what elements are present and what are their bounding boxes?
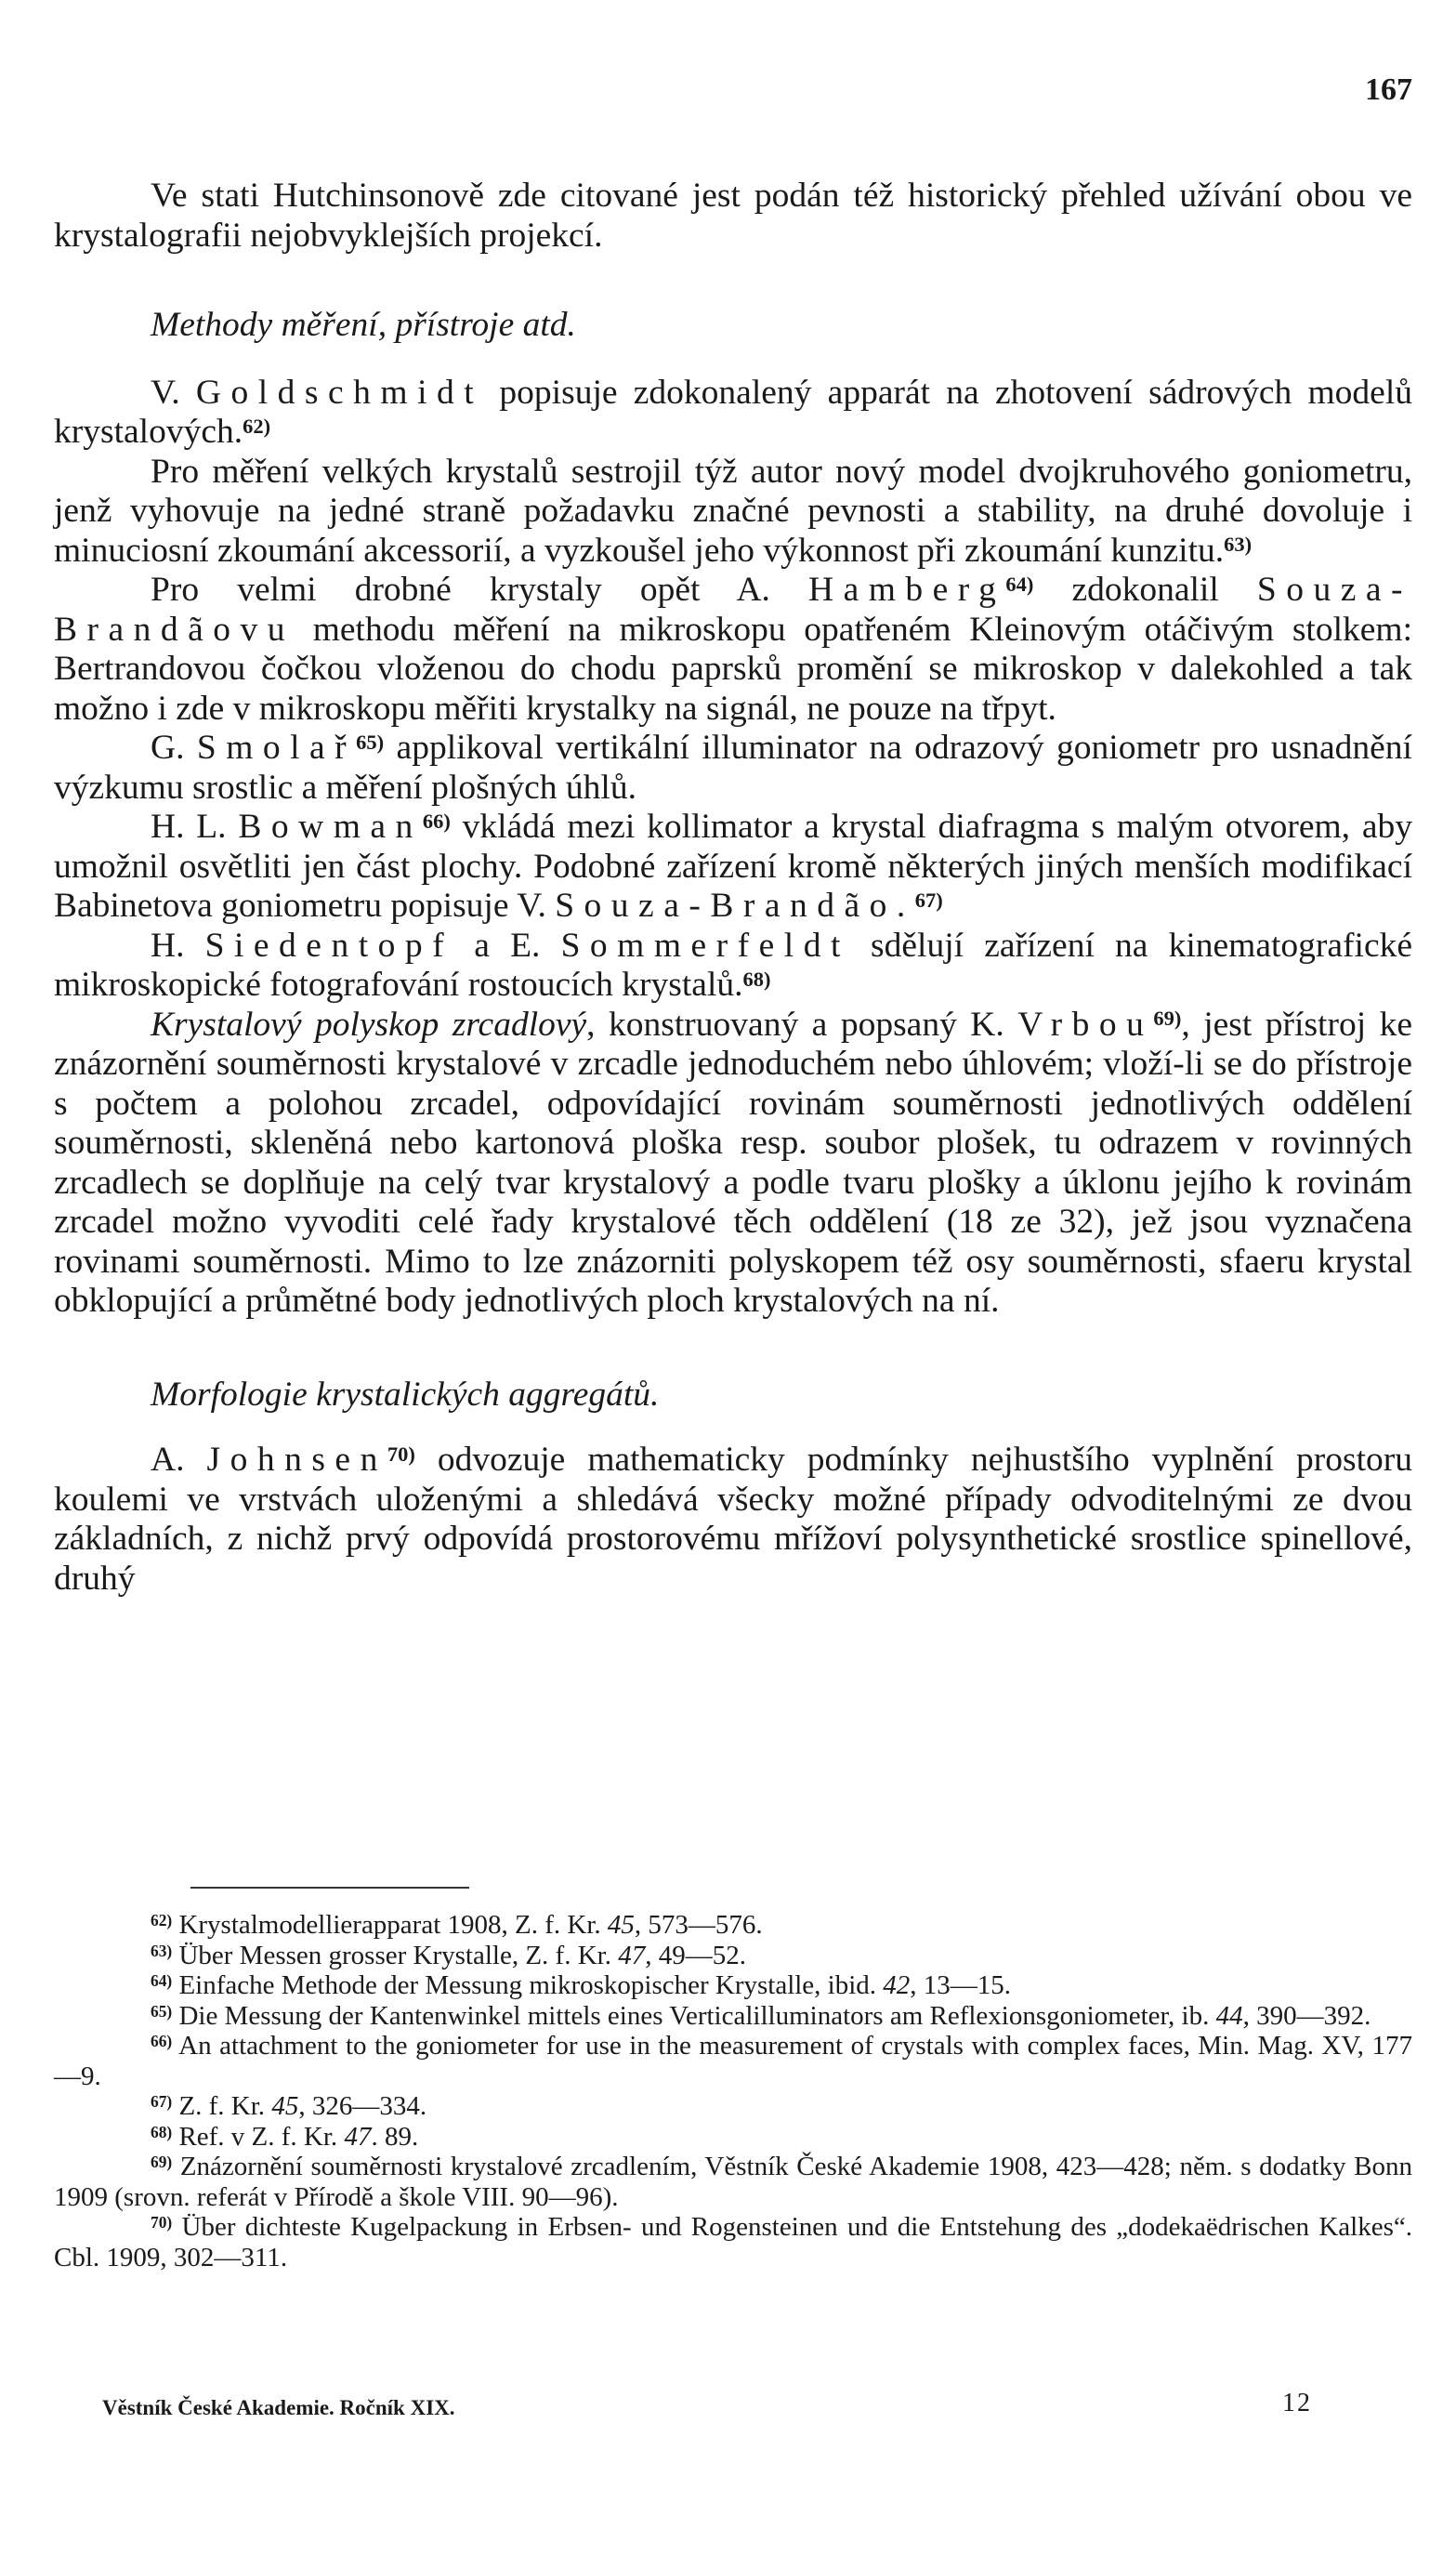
footnote-ref: 63) [1224,533,1253,557]
footnote-ref: 65) [356,730,385,754]
footnote-ref: 68) [742,967,771,991]
main-text [54,177,1412,1599]
author-name: Souza-Brandãovu [54,571,1412,649]
paragraph-polyskop: Krystalový polyskop zrcadlový, konstruovaný a popsaný K. Vrbou$^{69)}$, jest přístroj ke znázornění souměrnosti krystalové v zrcadle jednoduchém nebo úhlovém; vloží-li se do přístroje s počtem a polohou zrcadel, odpovídající rovinám souměrnosti jednotlivých oddělení souměrnosti, skleněná nebo kartonová ploška resp. soubor plošek, tu odrazem v rovinných zrcadlech se doplňuje na celý tvar krystalový a podle tvaru plošky a úklonu jejího k rovinám zrcadel možno vyvoditi celé řady krystalové těch oddělení (18 ze 32), jež jsou vyznačena rovinami souměrnosti. Mimo to lze znázorniti polyskopem též osy souměrnosti, sfaeru krystal obklopující a průmětné body jednotlivých ploch krystalových na ní. [54,1005,1413,1320]
instrument-title: Krystalový polyskop zrcadlový [151,1005,587,1044]
paragraph-hamberg: Pro velmi drobné krystaly opět A. Hamberg$^{64)}$ zdokonalil Souza-Brandãovu methodu měření na mikroskopu opatřeném Kleinovým otáčivým stolkem: Bertrandovou čočkou vloženou do chodu paprsků promění se mikroskop v dalekohled a tak možno i zde v mikroskopu měřiti krystalky na signál, ne pouze na třpyt. [54,571,1412,728]
footnote-ref: 69) [1153,1007,1182,1031]
footnote-64: $^{64)}$ Einfache Methode der Messung mikroskopischer Krystalle, ibid. 42, 13—15. [151,1970,1012,2000]
footnote-62: $^{62)}$ Krystalmodellierapparat 1908, Z. f. Kr. 45, 573—576. [151,1910,763,1940]
journal-footer: Věstník České Akademie. Ročník XIX. [102,2396,455,2419]
paragraph-smolar: G. Smolař$^{65)}$ applikoval vertikální illuminator na odrazový goniometr pro usnadnění výzkumu srostlic a měření plošných úhlů. [54,729,1412,807]
intro-paragraph: Ve stati Hutchinsonově zde citované jest podán též historický přehled užívání obou ve krystalografii nejobvyklejších projekcí. [54,177,1412,255]
footnote-66: $^{66)}$ An attachment to the goniometer for use in the measurement of crystals with complex faces, Min. Mag. XV, 177—9. [54,2031,1412,2091]
author-name: Souza-Brandão. [555,887,915,925]
author-name: Bowman [238,808,423,846]
footnote-ref: 62) [243,414,271,438]
author-name: Siedentopf [204,926,454,965]
footnote-63: $^{63)}$ Über Messen grosser Krystalle, Z. f. Kr. 47, 49—52. [151,1940,746,1970]
author-name: Goldschmidt [195,373,484,412]
author-name: Hamberg [808,571,1006,609]
footnote-ref: 64) [1005,572,1034,596]
author-name: Sommerfeldt [560,926,850,965]
author-name: Smolař [196,729,357,767]
footnote-65: $^{65)}$ Die Messung der Kantenwinkel mittels eines Verticalilluminators am Reflexionsgoniometer, ib. 44, 390—392. [151,2000,1371,2031]
footnotes [54,1910,1412,2272]
paragraph-siedentopf: H. Siedentopf a E. Sommerfeldt sdělují zařízení na kinematografické mikroskopické fotografování rostoucích krystalů.$^{68)}$ [54,926,1412,1004]
paragraph-bowman: H. L. Bowman$^{66)}$ vkládá mezi kollimator a krystal diafragma s malým otvorem, aby umožnil osvětliti jen část plochy. Podobné zařízení kromě některých jiných menších modifikací Babinetova goniometru popisuje V. Souza-Brandão.$^{67)}$ [54,808,1412,925]
footnote-ref: 66) [422,809,451,833]
footnote-separator [190,1887,469,1889]
page-number: 167 [1365,72,1412,107]
section-heading-morphology: Morfologie krystalických aggregátů. [151,1375,660,1414]
author-name: Johnsen [206,1441,387,1479]
footnote-ref: 67) [914,888,943,912]
footnote-69: $^{69)}$ Znázornění souměrnosti krystalové zrcadlením, Věstník České Akademie 1908, 423—428; něm. s dodatky Bonn 1909 (srovn. referát v Přírodě a škole VIII. 90—96). [54,2152,1413,2212]
paragraph-johnsen: A. Johnsen$^{70)}$ odvozuje mathematicky podmínky nejhustšího vyplnění prostoru koulemi ve vrstvách uloženými a shledává všecky možné případy odvoditelnými ze dvou základních, z nichž prvý odpovídá prostorovému mřížoví polysynthetické srostlice spinellové, druhý [54,1441,1412,1598]
paragraph-goldschmidt: V. Goldschmidt popisuje zdokonalený apparát na zhotovení sádrových modelů krystalových.$^{62)}$ [54,373,1412,451]
footnote-ref: 70) [387,1442,415,1466]
footnote-68: $^{68)}$ Ref. v Z. f. Kr. 47. 89. [151,2121,419,2152]
author-name: Vrbou [1017,1005,1154,1044]
section-heading-methods: Methody měření, přístroje atd. [151,306,576,344]
footnote-70: $^{70)}$ Über dichteste Kugelpackung in Erbsen- und Rogensteinen und die Entstehung des „dodekaëdrischen Kalkes“. Cbl. 1909, 302—311. [54,2212,1413,2272]
paragraph-goniometer: Pro měření velkých krystalů sestrojil týž autor nový model dvojkruhového goniometru, jenž vyhovuje na jedné straně požadavku značné pevnosti a stability, na druhé dovoluje i minuciosní zkoumání akcessorií, a vyzkoušel jeho výkonnost při zkoumání kunzitu.$^{63)}$ [54,452,1412,570]
footnote-67: $^{67)}$ Z. f. Kr. 45, 326—334. [151,2091,427,2121]
printer-signature: 12 [1282,2389,1312,2417]
